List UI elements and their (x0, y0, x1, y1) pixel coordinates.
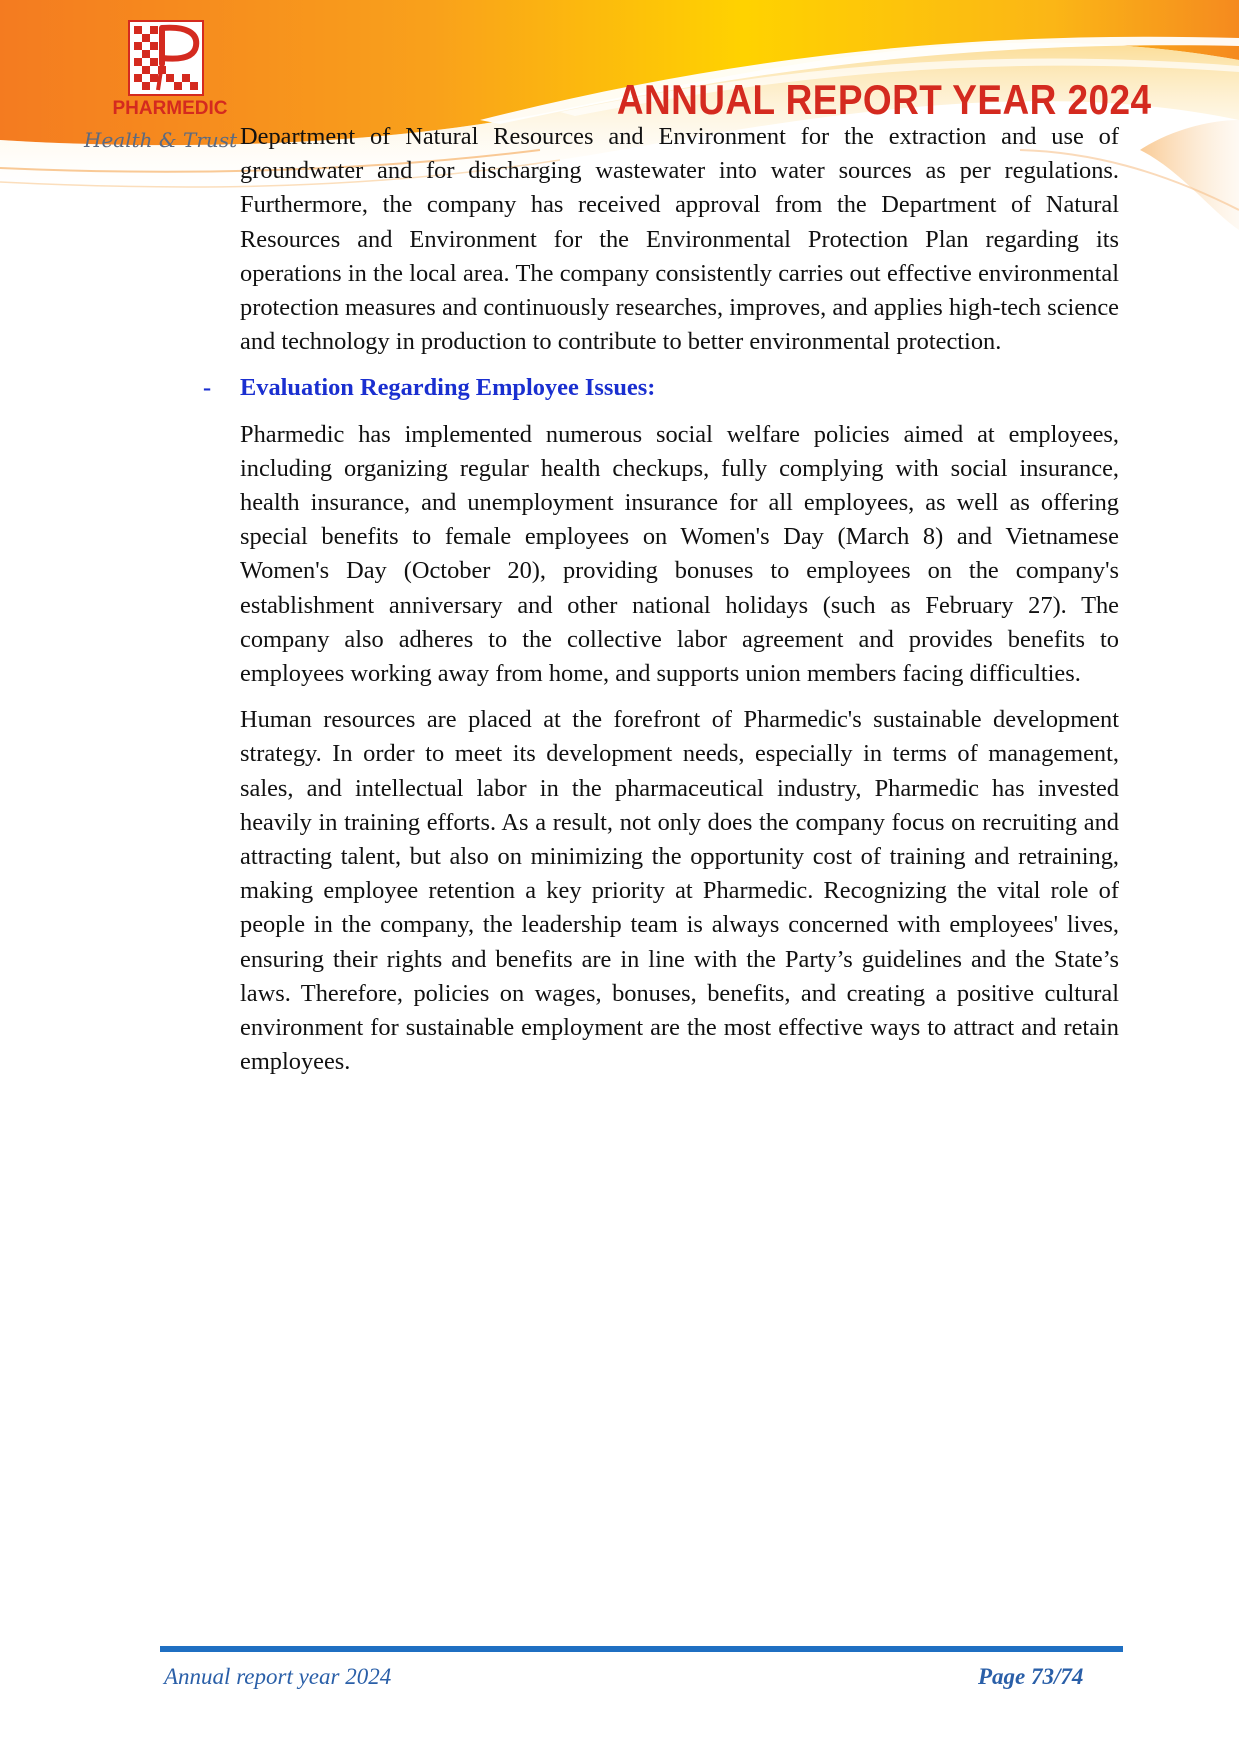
brand-slogan: Health & Trust (84, 128, 238, 152)
paragraph-social-welfare: Pharmedic has implemented numerous social welfare policies aimed at employees, including organizing regular health checkups, fully complying with social insurance, health insurance, and unemployment insurance for all employees, as well as offering special benefits to female employees on Women's Day (March 8) and Vietnamese Women's Day (October 20), providing bonuses to employees on the company's establishment anniversary and other national holidays (such as February 27). The company also adheres to the collective labor agreement and provides benefits to employees working away from home, and supports union members facing difficulties. (240, 420, 1119, 688)
pharmedic-logo-icon (128, 20, 204, 96)
brand-name: PHARMEDIC (112, 98, 228, 119)
report-title: ANNUAL REPORT YEAR 2024 (616, 76, 1151, 123)
document-body (203, 120, 1119, 1079)
footer-divider (160, 1646, 1123, 1652)
section-heading-text: Evaluation Regarding Employee Issues: (240, 374, 656, 402)
section-heading-employee-issues (203, 371, 1119, 405)
page-number: Page 73/74 (978, 1664, 1084, 1689)
paragraph-human-resources: Human resources are placed at the forefront of Pharmedic's sustainable development strategy. In order to meet its development needs, especially in terms of management, sales, and intellectual labor in the pharmaceutical industry, Pharmedic has invested heavily in training efforts. As a result, not only does the company focus on recruiting and attracting talent, but also on minimizing the opportunity cost of training and retraining, making employee retention a key priority at Pharmedic. Recognizing the vital role of people in the company, the leadership team is always concerned with employees' lives, ensuring their rights and benefits are in line with the Party’s guidelines and the State’s laws. Therefore, policies on wages, bonuses, benefits, and creating a positive cultural environment for sustainable employment are the most effective ways to attract and retain employees. (240, 706, 1119, 1076)
bullet-dash: - (203, 374, 212, 402)
footer-report-name: Annual report year 2024 (164, 1664, 392, 1689)
paragraph-environment-continued: Department of Natural Resources and Environment for the extraction and use of groundwater and for discharging wastewater into water sources as per regulations. Furthermore, the company has received approval from the Department of Natural Resources and Environment for the Environmental Protection Plan regarding its operations in the local area. The company consistently carries out effective environmental protection measures and continuously researches, improves, and applies high-tech science and technology in production to contribute to better environmental protection. (240, 123, 1119, 356)
